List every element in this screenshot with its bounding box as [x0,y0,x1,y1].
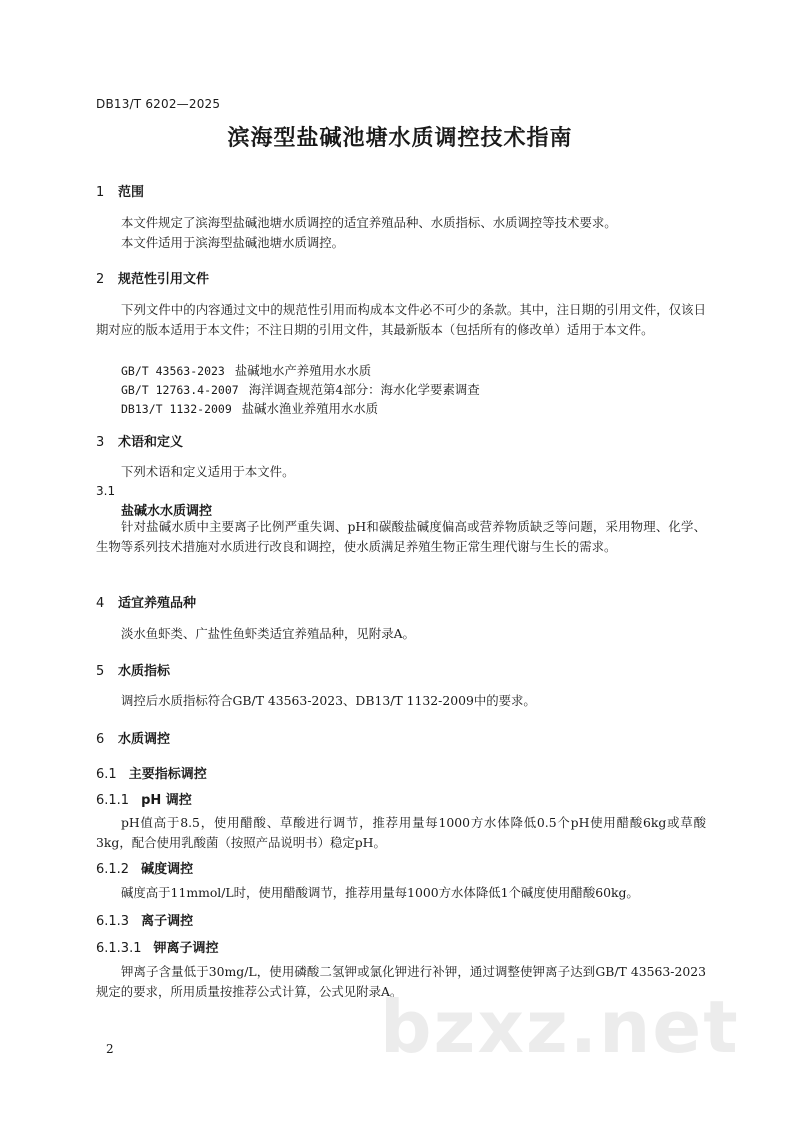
paragraph-term-definition: 针对盐碱水质中主要离子比例严重失调、pH和碳酸盐碱度偏高或营养物质缺乏等问题，采用物理、化学、生物等系列技术措施对水质进行改良和调控，使水质满足养殖生物正常生理代谢与生长的需求。 [96,519,706,554]
paragraph-potassium-control: 钾离子含量低于30mg/L，使用磷酸二氢钾或氯化钾进行补钾，通过调整使钾离子达到GB/T 43563-2023规定的要求，所用质量按推荐公式计算，公式见附录A。 [96,964,706,999]
reference-code: DB13/T 1132-2009 [121,402,232,416]
term-number: 3.1 [96,484,116,498]
subsection-number: 6.1.1 [96,793,130,808]
paragraph-normative-refs: 下列文件中的内容通过文中的规范性引用而构成本文件必不可少的条款。其中，注日期的引用文件，仅该日期对应的版本适用于本文件；不注日期的引用文件，其最新版本（包括所有的修改单）适用于本文件。 [96,302,706,337]
subsection-title: 碱度调控 [141,862,194,877]
section-6-heading [96,728,170,747]
subsection-title: 主要指标调控 [128,767,207,782]
section-number: 4 [96,596,105,611]
subsection-6-1-3-heading [96,910,193,929]
subsection-number: 6.1.3.1 [96,941,142,956]
section-4-heading [96,592,196,611]
subsection-title: 钾离子调控 [153,941,219,956]
subsection-6-1-1-heading [96,789,192,808]
section-title: 范围 [118,185,145,200]
paragraph-scope-1: 本文件规定了滨海型盐碱池塘水质调控的适宜养殖品种、水质指标、水质调控等技术要求。 [121,215,617,230]
section-number: 3 [96,435,105,450]
section-title: 水质调控 [118,732,171,747]
reference-code: GB/T 12763.4-2007 [121,383,239,397]
reference-item [121,361,371,379]
doc-title: 滨海型盐碱池塘水质调控技术指南 [227,126,573,151]
reference-item [121,399,378,417]
subsection-number: 6.1.2 [96,862,130,877]
reference-code: GB/T 43563-2023 [121,364,225,378]
paragraph-terms-intro: 下列术语和定义适用于本文件。 [121,464,295,479]
section-number: 5 [96,664,105,679]
subsection-number: 6.1.3 [96,914,130,929]
section-title: 适宜养殖品种 [118,596,197,611]
section-number: 1 [96,185,105,200]
reference-item [121,380,480,398]
subsection-6-1-2-heading [96,858,193,877]
subsection-title: 离子调控 [141,914,194,929]
term-name: 盐碱水水质调控 [121,504,213,519]
section-title: 规范性引用文件 [118,272,210,287]
section-title: 术语和定义 [118,435,184,450]
section-number: 2 [96,272,105,287]
watermark: bzxz.net [380,985,740,1069]
paragraph-species: 淡水鱼虾类、广盐性鱼虾类适宜养殖品种，见附录A。 [121,626,415,641]
paragraph-alkalinity-control: 碱度高于11mmol/L时，使用醋酸调节，推荐用量每1000方水体降低1个碱度使用醋酸60kg。 [121,885,639,900]
reference-name: 海洋调查规范第4部分：海水化学要素调查 [248,382,480,397]
reference-name: 盐碱水渔业养殖用水水质 [241,401,379,416]
subsection-6-1-3-1-heading [96,937,219,956]
section-1-heading [96,181,144,200]
section-3-heading [96,431,183,450]
section-title: 水质指标 [118,664,171,679]
subsection-6-1-heading [96,763,207,782]
subsection-number: 6.1 [96,767,117,782]
page-number: 2 [106,1042,114,1056]
subsection-title: pH 调控 [141,793,192,808]
paragraph-water-indicators: 调控后水质指标符合GB/T 43563-2023、DB13/T 1132-2009中的要求。 [121,693,536,708]
section-number: 6 [96,732,105,747]
doc-code: DB13/T 6202—2025 [96,97,221,111]
paragraph-scope-2: 本文件适用于滨海型盐碱池塘水质调控。 [121,235,345,250]
paragraph-ph-control: pH值高于8.5，使用醋酸、草酸进行调节，推荐用量每1000方水体降低0.5个pH使用醋酸6kg或草酸3kg，配合使用乳酸菌（按照产品说明书）稳定pH。 [96,815,706,850]
section-5-heading [96,660,170,679]
reference-name: 盐碱地水产养殖用水水质 [234,363,372,378]
section-2-heading [96,268,209,287]
